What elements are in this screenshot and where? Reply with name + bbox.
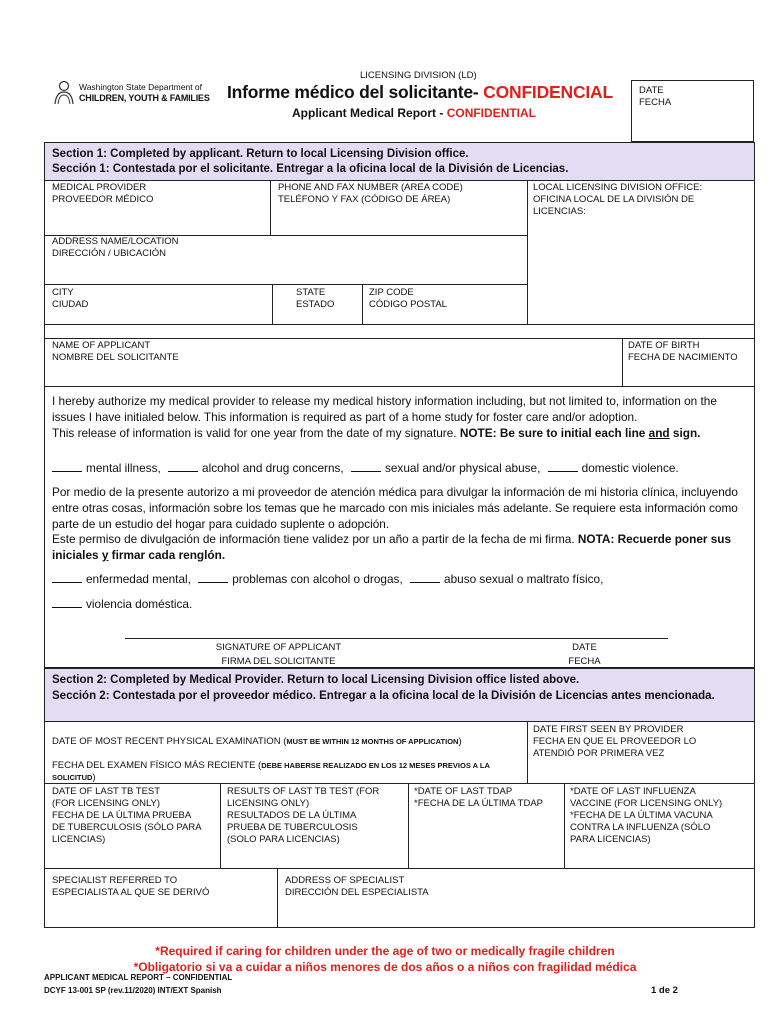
- page-number: 1 de 2: [651, 985, 678, 996]
- header-date-label: DATE FECHA: [639, 85, 672, 108]
- subtitle-confidential: CONFIDENTIAL: [446, 106, 537, 120]
- initial-blank[interactable]: [198, 572, 228, 583]
- authorization-en-validity: This release of information is valid for one year from the date of my signature. NOTE: Be sure to initial each line and sign.: [52, 426, 701, 440]
- footer-form-id: DCYF 13-001 SP (rev.11/2020) INT/EXT Spanish: [44, 986, 222, 995]
- specialist-field[interactable]: SPECIALIST REFERRED TO ESPECIALISTA AL QUE SE DERIVÓ: [52, 875, 210, 898]
- influenza-field[interactable]: *DATE OF LAST INFLUENZA VACCINE (FOR LICENSING ONLY) *FECHA DE LA ÚLTIMA VACUNA CONTRA LA INFLUENZA (SÓLO PARA LICENCIAS): [570, 786, 723, 845]
- title-spanish: Informe médico del solicitante-: [227, 82, 484, 102]
- title-confidential: CONFIDENCIAL: [483, 82, 613, 102]
- tdap-field[interactable]: *DATE OF LAST TDAP *FECHA DE LA ÚLTIMA TDAP: [414, 786, 543, 809]
- state-field[interactable]: STATE ESTADO: [296, 287, 335, 310]
- initials-es-row2: violencia doméstica.: [52, 596, 747, 612]
- initial-blank[interactable]: [410, 572, 440, 583]
- section1-heading-es: Sección 1: Contestada por el solicitante. Entregar a la oficina local de la División de Licencias.: [52, 163, 569, 175]
- section2-heading-es: Sección 2: Contestada por el proveedor médico. Entregar a la oficina local de la División de Licencias antes mencionada.: [52, 690, 715, 702]
- authorization-en: I hereby authorize my medical provider to release my medical history information including, but not limited to, information on the issues I have initialed below. This information is required as part of a home study for foster care and/or adoption.: [52, 394, 717, 424]
- initial-blank[interactable]: [351, 461, 381, 472]
- tb-results-field[interactable]: RESULTS OF LAST TB TEST (FOR LICENSING ONLY) RESULTADOS DE LA ÚLTIMA PRUEBA DE TUBERCULOSIS (SOLO PARA LICENCIAS): [227, 786, 380, 845]
- city-field[interactable]: CITY CIUDAD: [52, 287, 89, 310]
- phone-fax-field[interactable]: PHONE AND FAX NUMBER (AREA CODE) TELÉFONO Y FAX (CÓDIGO DE ÁREA): [278, 182, 463, 205]
- required-note-en: *Required if caring for children under the age of two or medically fragile children: [155, 944, 615, 958]
- initials-es-row1: enfermedad mental, problemas con alcohol o drogas, abuso sexual o maltrato físico,: [52, 571, 747, 587]
- initial-blank[interactable]: [52, 572, 82, 583]
- agency-line2: CHILDREN, YOUTH & FAMILIES: [79, 93, 210, 103]
- local-office-field[interactable]: LOCAL LICENSING DIVISION OFFICE: OFICINA LOCAL DE LA DIVISIÓN DE LICENCIAS:: [533, 182, 703, 217]
- first-seen-field[interactable]: DATE FIRST SEEN BY PROVIDER FECHA EN QUE EL PROVEEDOR LO ATENDIÓ POR PRIMERA VEZ: [533, 724, 697, 759]
- dcyf-logo-icon: [52, 80, 76, 106]
- authorization-es: Por medio de la presente autorizo a mi proveedor de atención médica para divulgar la información de mi historia clínica, incluyendo entre otras cosas, información sobre los temas que he marcado con mis iniciales más adelante. Se requiere esta información como parte de un estudio del hogar para cuidado suplente o adopción.: [52, 485, 738, 531]
- initials-en-row: mental illness, alcohol and drug concerns, sexual and/or physical abuse, domestic violence.: [52, 460, 747, 476]
- footer-form-title: APPLICANT MEDICAL REPORT – CONFIDENTIAL: [44, 973, 233, 982]
- subtitle-english: Applicant Medical Report -: [292, 106, 447, 120]
- agency-line1: Washington State Department of: [79, 82, 203, 92]
- initial-blank[interactable]: [168, 461, 198, 472]
- agency-logo: [52, 78, 210, 108]
- medical-provider-field[interactable]: MEDICAL PROVIDER PROVEEDOR MÉDICO: [52, 182, 154, 205]
- division-label: LICENSING DIVISION (LD): [360, 70, 477, 81]
- required-note-es: *Obligatorio si va a cuidar a niños menores de dos años o a niños con fragilidad médica: [133, 960, 637, 974]
- page-subtitle: [292, 106, 536, 120]
- signature-date-label: DATE FECHA: [568, 642, 601, 667]
- section2-heading-en: Section 2: Completed by Medical Provider. Return to local Licensing Division office listed above.: [52, 674, 580, 686]
- tb-date-field[interactable]: DATE OF LAST TB TEST (FOR LICENSING ONLY) FECHA DE LA ÚLTIMA PRUEBA DE TUBERCULOSIS (SÓLO PARA LICENCIAS): [52, 786, 202, 845]
- last-exam-field[interactable]: DATE OF MOST RECENT PHYSICAL EXAMINATION (MUST BE WITHIN 12 MONTHS OF APPLICATION) FECHA DEL EXAMEN FÍSICO MÁS RECIENTE (DEBE HABERSE REALIZADO EN LOS 12 MESES PREVIOS A LA SOLICITUD): [52, 736, 490, 783]
- dob-field[interactable]: DATE OF BIRTH FECHA DE NACIMIENTO: [628, 340, 738, 363]
- header-date-box[interactable]: [631, 80, 754, 142]
- address-field[interactable]: ADDRESS NAME/LOCATION DIRECCIÓN / UBICACIÓN: [52, 236, 179, 259]
- specialist-address-field[interactable]: ADDRESS OF SPECIALIST DIRECCIÓN DEL ESPECIALISTA: [285, 875, 429, 898]
- signature-line[interactable]: [125, 638, 668, 639]
- zip-field[interactable]: ZIP CODE CÓDIGO POSTAL: [369, 287, 447, 310]
- authorization-es-validity: Este permiso de divulgación de información tiene validez por un año a partir de la fecha de mi firma. NOTA: Recuerde poner sus iniciales y firmar cada renglón.: [52, 532, 732, 562]
- initial-blank[interactable]: [52, 597, 82, 608]
- applicant-name-field[interactable]: NAME OF APPLICANT NOMBRE DEL SOLICITANTE: [52, 340, 179, 363]
- initial-blank[interactable]: [548, 461, 578, 472]
- initial-blank[interactable]: [52, 461, 82, 472]
- signature-label: SIGNATURE OF APPLICANT FIRMA DEL SOLICITANTE: [215, 642, 342, 667]
- section1-heading-en: Section 1: Completed by applicant. Return to local Licensing Division office.: [52, 148, 469, 160]
- page-title: [227, 82, 613, 103]
